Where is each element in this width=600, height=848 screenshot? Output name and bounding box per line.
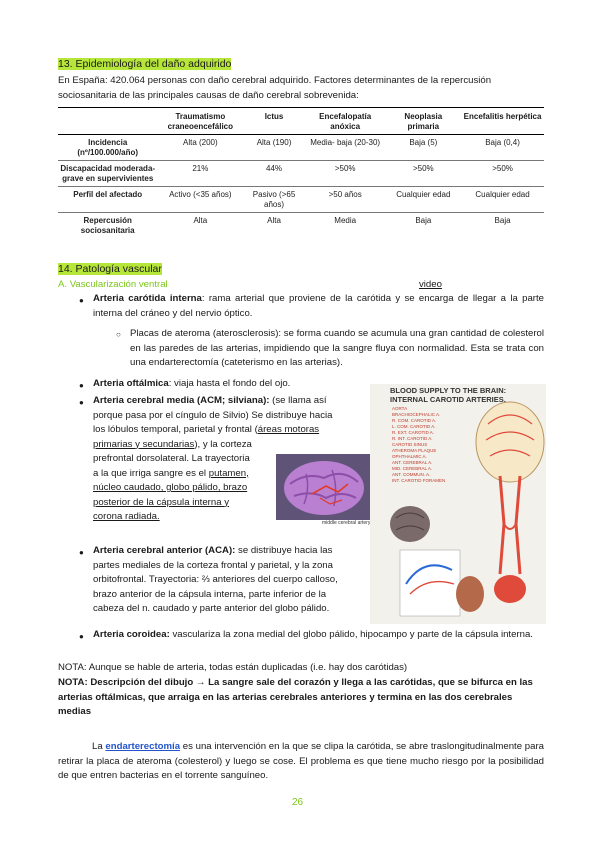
table-cell: Alta bbox=[267, 216, 281, 225]
video-link[interactable]: video bbox=[419, 279, 442, 290]
table-cell: Pasivo (>65 años) bbox=[243, 187, 305, 213]
table-header-cell: Ictus bbox=[243, 108, 305, 135]
endarterectomia-paragraph: La endarterectomía es una intervención en la que se clipa la carótida, se abre traslongitudinalmente para retirar la placa de ateroma (colesterol) y luego se cose. El problema es que tiene mucho riesgo por la posibilidad de que entren bacterias en el torrente sanguíneo. bbox=[58, 741, 544, 781]
table-row-header: Incidencia (nº/100.000/año) bbox=[58, 135, 157, 161]
table-cell: >50% bbox=[386, 161, 462, 187]
bullet-acm: Arteria cerebral media (ACM; silviana): (se llama así porque pasa por el cíngulo de Silvio) Se distribuye hacia los lóbulos temporal, parietal y frontal (áreas motoras primarias y secundarias), y la corteza prefrontal dorsolateral. La trayectoria a la que irriga sangre es el putamen, núcleo caudado, globo pálido, brazo posterior de la cápsula interna y corona radiada. bbox=[93, 395, 333, 522]
endarterectomia-link[interactable]: endarterectomía bbox=[105, 741, 181, 752]
table-cell: Cualquier edad bbox=[461, 187, 544, 213]
table-header-cell: Encefalitis herpética bbox=[461, 108, 544, 135]
bullet-oftalmica: Arteria oftálmica: viaja hasta el fondo del ojo. bbox=[93, 378, 291, 389]
blood-supply-title-2: INTERNAL CAROTID ARTERIES. bbox=[390, 395, 506, 404]
table-row-header: Discapacidad moderada-grave en supervivientes bbox=[58, 161, 157, 187]
bullet-icon: ● bbox=[79, 398, 84, 407]
table-cell: Media bbox=[334, 216, 357, 225]
table-cell: 21% bbox=[157, 161, 243, 187]
table-cell: Alta bbox=[193, 216, 208, 225]
table-cell: >50% bbox=[305, 161, 386, 187]
bullet-icon: ● bbox=[79, 548, 84, 557]
table-row-header: Repercusión sociosanitaria bbox=[80, 216, 135, 235]
bullet-icon: ● bbox=[79, 381, 84, 390]
table-header-row bbox=[58, 108, 544, 135]
table-cell: >50 años bbox=[305, 187, 386, 213]
brain-illustration bbox=[276, 454, 372, 530]
table-cell: Media- baja (20-30) bbox=[305, 135, 386, 161]
table-cell: 44% bbox=[243, 161, 305, 187]
bullet-icon: ● bbox=[79, 632, 84, 641]
blood-supply-figure bbox=[370, 384, 546, 624]
table-cell: Cualquier edad bbox=[386, 187, 462, 213]
note-duplicadas: NOTA: Aunque se hable de arteria, todas están duplicadas (i.e. hay dos carótidas) bbox=[58, 662, 408, 673]
bullet-aca: Arteria cerebral anterior (ACA): se distribuye hacia las partes mediales de la corteza frontal y parietal, y la zona orbitofrontal. Trayectoria: ⅔ anteriores del cuerpo calloso, brazo anterior de la cápsula interna, parte inferior de la cabeza del n. caudado y parte anterior del globo pálido. bbox=[93, 545, 338, 614]
section-13-intro: En España: 420.064 personas con daño cerebral adquirido. Factores determinantes de la repercusión sociosanitaria de las principales causas de daño cerebral sobrevenida: bbox=[58, 75, 492, 101]
table-cell: Baja (0,4) bbox=[461, 135, 544, 161]
table-cell: Baja bbox=[494, 216, 511, 225]
section-13-title: 13. Epidemiología del daño adquirido bbox=[58, 58, 232, 70]
table-cell: >50% bbox=[461, 161, 544, 187]
table-cell: Alta (190) bbox=[243, 135, 305, 161]
section-14-subtitle: A. Vascularización ventral bbox=[58, 279, 168, 290]
table-row-header: Perfil del afectado bbox=[58, 187, 157, 213]
table-cell: Baja bbox=[415, 216, 432, 225]
acm-brain-figure bbox=[276, 454, 372, 530]
section-14-title: 14. Patología vascular bbox=[58, 263, 162, 275]
table-row bbox=[58, 135, 544, 161]
table-header-cell: Traumatismo craneoencefálico bbox=[157, 108, 243, 135]
note-dibujo: NOTA: Descripción del dibujo → La sangre sale del corazón y llega a las carótidas, que se bifurca en las arterias oftálmicas, que arraiga en las arterias cerebrales anteriores y termina en las dos cerebrales medias bbox=[58, 677, 533, 717]
table-row bbox=[58, 161, 544, 187]
table-cell: Activo (<35 años) bbox=[157, 187, 243, 213]
page-number: 26 bbox=[292, 797, 304, 808]
bullet-coroidea: Arteria coroidea: vasculariza la zona medial del globo pálido, hipocampo y parte de la cápsula interna. bbox=[93, 629, 533, 640]
table-row bbox=[58, 213, 544, 239]
epidemiology-table bbox=[58, 107, 544, 238]
bullet-placas-ateroma: Placas de ateroma (aterosclerosis): se forma cuando se acumula una gran cantidad de colesterol en las paredes de las arterias, impidiendo que la sangre fluya con normalidad. Esta se trata con una endarterectomía (cateterismo en las arterias). bbox=[130, 328, 544, 368]
table-cell: Alta (200) bbox=[157, 135, 243, 161]
table-row bbox=[58, 187, 544, 213]
blood-supply-labels: AORTA BRACHIOCEPHALIC A. R. COM. CAROTID A. L. COM. CAROTID A. R. EXT. CAROTID A. R. INT. CAROTID A. CAROTID SINUS ATHEROMA PLAQUE OPHTHALMIC A. ANT. CEREBRAL A. MID. CEREBRAL A. ANT. COMMUN. A. INT. CAROTID FORAMEN bbox=[392, 406, 446, 483]
table-header-cell: Neoplasia primaria bbox=[386, 108, 462, 135]
blood-supply-title-1: BLOOD SUPPLY TO THE BRAIN: bbox=[390, 386, 507, 395]
bullet-icon: ● bbox=[79, 296, 84, 305]
acm-caption: middle cerebral artery bbox=[322, 520, 371, 526]
table-cell: Baja (5) bbox=[386, 135, 462, 161]
table-header-cell bbox=[58, 108, 157, 135]
table-header-cell: Encefalopatía anóxica bbox=[305, 108, 386, 135]
sub-bullet-icon: ○ bbox=[116, 330, 121, 339]
bullet-carotida: Arteria carótida interna: rama arterial que proviene de la carótida y se encarga de llegar a la parte interna del cráneo y del nervio óptico. bbox=[93, 293, 544, 319]
